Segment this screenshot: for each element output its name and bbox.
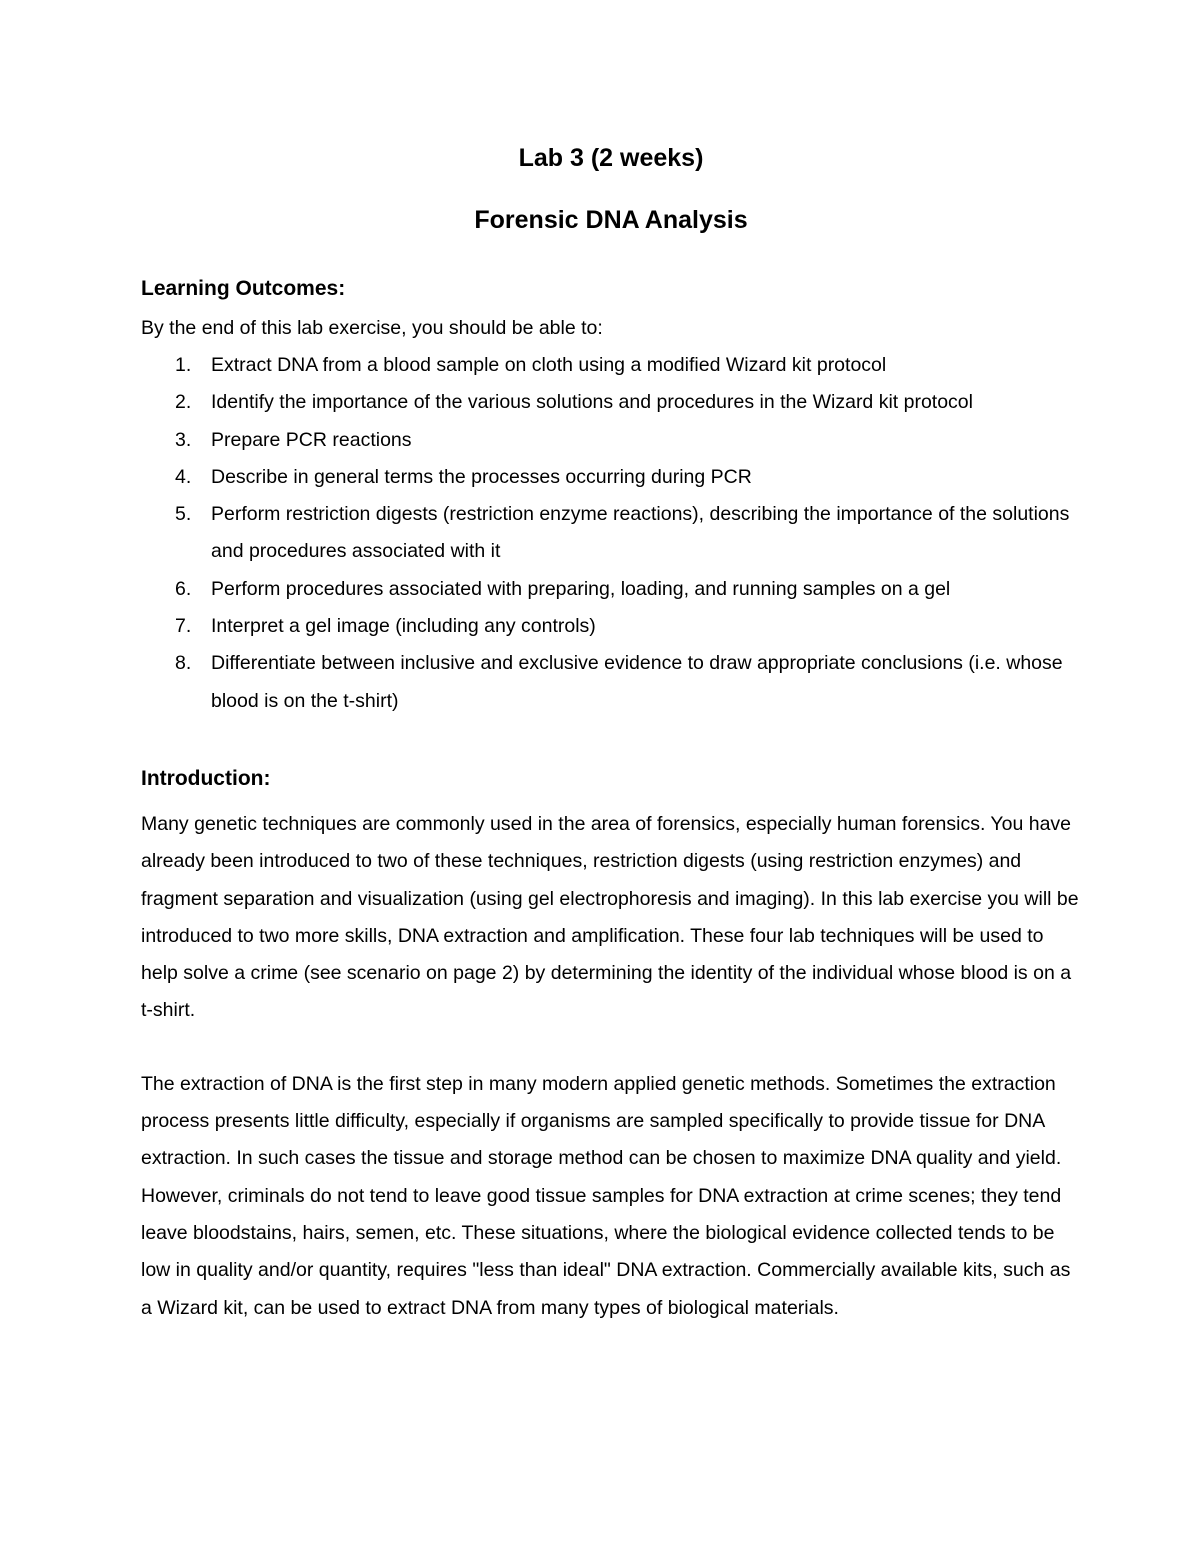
learning-outcomes-intro: By the end of this lab exercise, you should be able to: <box>141 317 603 339</box>
learning-outcomes-list <box>141 347 1081 720</box>
introduction-paragraph-1: Many genetic techniques are commonly used in the area of forensics, especially human forensics. You have already been introduced to two of these techniques, restriction digests (using restriction enzymes) and fragment separation and visualization (using gel electrophoresis and imaging). In this lab exercise you will be introduced to two more skills, DNA extraction and amplification. These four lab techniques will be used to help solve a crime (see scenario on page 2) by determining the identity of the individual whose blood is on a t-shirt. <box>141 812 1079 1022</box>
list-item-number: 8. <box>175 652 192 675</box>
list-item-text: Prepare PCR reactions <box>211 428 412 451</box>
list-item-text: Extract DNA from a blood sample on cloth using a modified Wizard kit protocol <box>211 354 887 376</box>
list-item <box>141 571 1081 608</box>
list-item-text: Interpret a gel image (including any controls) <box>211 615 596 638</box>
learning-outcomes-heading: Learning Outcomes: <box>141 277 346 300</box>
list-item <box>141 608 1081 645</box>
list-item <box>141 645 1081 720</box>
list-item-number: 1. <box>175 354 192 376</box>
list-item <box>141 422 1081 459</box>
list-item <box>141 384 1081 421</box>
list-item-number: 3. <box>175 428 192 451</box>
document-subtitle: Forensic DNA Analysis <box>474 206 748 234</box>
list-item-text: Perform restriction digests (restriction enzyme reactions), describing the importance of the solutions and procedures associated with it <box>211 503 1070 563</box>
list-item <box>141 347 1081 384</box>
list-item-text: Identify the importance of the various solutions and procedures in the Wizard kit protocol <box>211 391 973 414</box>
list-item-number: 2. <box>175 391 192 414</box>
list-item-number: 7. <box>175 615 192 638</box>
list-item-number: 5. <box>175 503 192 526</box>
learning-outcomes-section <box>141 274 1081 720</box>
list-item-text: Perform procedures associated with preparing, loading, and running samples on a gel <box>211 577 951 600</box>
list-item-text: Differentiate between inclusive and exclusive evidence to draw appropriate conclusions (i.e. whose blood is on the t-shirt) <box>211 652 1063 712</box>
document-title: Lab 3 (2 weeks) <box>518 144 704 172</box>
introduction-paragraph-2: The extraction of DNA is the first step in many modern applied genetic methods. Sometimes the extraction process presents little difficulty, especially if organisms are sampled specifically to provide tissue for DNA extraction. In such cases the tissue and storage method can be chosen to maximize DNA quality and yield. However, criminals do not tend to leave good tissue samples for DNA extraction at crime scenes; they tend leave bloodstains, hairs, semen, etc. These situations, where the biological evidence collected tends to be low in quality and/or quantity, requires "less than ideal" DNA extraction. Commercially available kits, such as a Wizard kit, can be used to extract DNA from many types of biological materials. <box>141 1072 1071 1319</box>
list-item <box>141 459 1081 496</box>
list-item-number: 6. <box>175 577 192 600</box>
list-item <box>141 496 1081 571</box>
list-item-number: 4. <box>175 465 192 488</box>
document-body <box>141 140 1081 1327</box>
list-item-text: Describe in general terms the processes occurring during PCR <box>211 465 752 488</box>
introduction-section <box>141 764 1081 1327</box>
introduction-heading: Introduction: <box>141 766 271 790</box>
